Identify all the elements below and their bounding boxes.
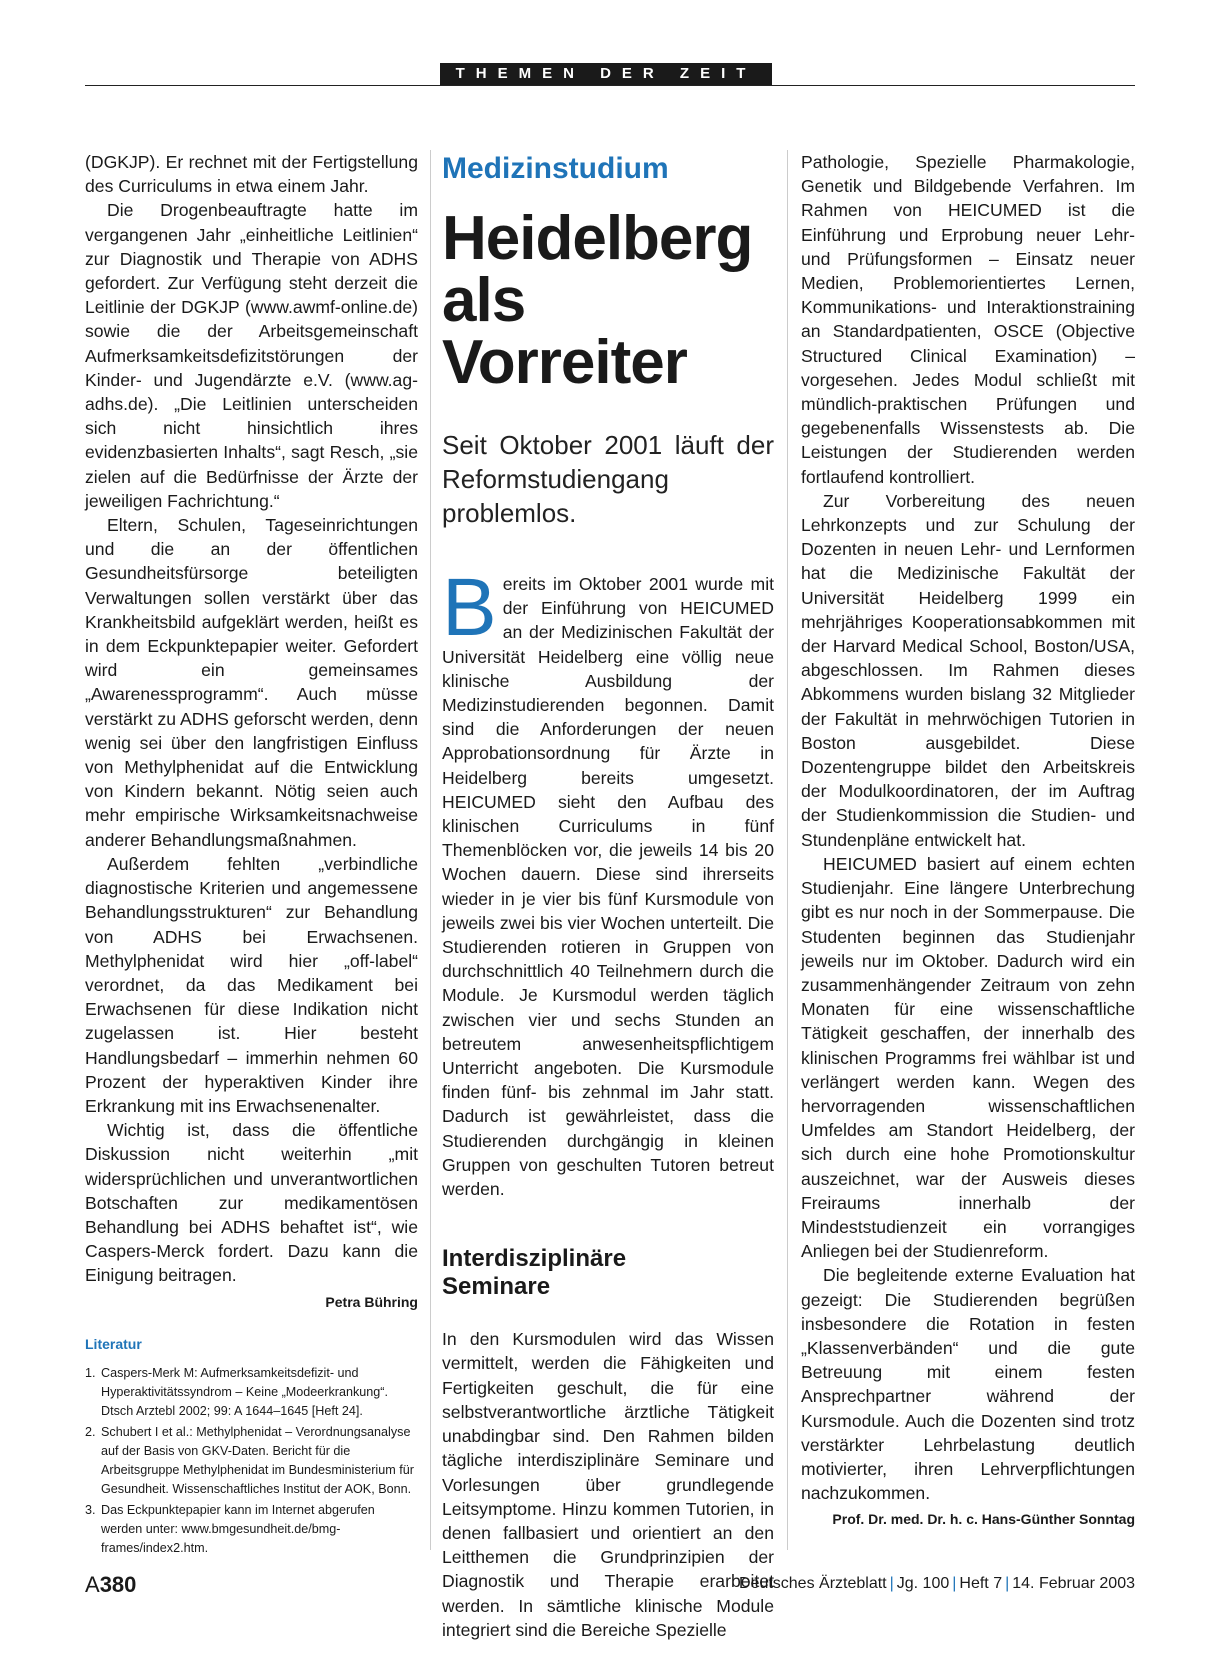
lead-paragraph bbox=[442, 562, 774, 1201]
author-byline: Prof. Dr. med. Dr. h. c. Hans-Günther Sonntag bbox=[832, 1511, 1135, 1528]
paragraph: Pathologie, Spezielle Pharmakologie, Genetik und Bildgebende Verfahren. Im Rahmen von HEICUMED ist die Einführung und Erprobung neuer Lehr- und Prüfungsformen – Einsatz neuer Medien, Problemorientiertes Lernen, Kommunikations- und Interaktionstraining an Standardpatienten, OSCE (Objective Structured Clinical Examination) – vorgesehen. Jedes Modul schließt mit mündlich-praktischen Prüfungen und gegebenenfalls Wissenstests ab. Die Leistungen der Studierenden werden fortlaufend kontrolliert. bbox=[801, 152, 1135, 487]
paragraph: Wichtig ist, dass die öffentliche Diskussion nicht weiterhin „mit widersprüchlichen und unverantwortlichen Botschaften zur medikamentösen Behandlung bei ADHS behaftet ist“, wie Caspers-Merck fordert. Dazu kann die Einigung beitragen. bbox=[85, 1120, 418, 1286]
page-number-value: 380 bbox=[99, 1572, 137, 1597]
literature-item bbox=[85, 1501, 418, 1558]
column-divider bbox=[787, 150, 788, 1550]
separator: | bbox=[952, 1575, 957, 1592]
header-rule bbox=[85, 85, 1135, 86]
drop-cap: B bbox=[442, 562, 497, 653]
paragraph: Eltern, Schulen, Tageseinrichtungen und die an der öffentlichen Gesundheitsfürsorge beteiligten Verwaltungen sollen verstärkt über das Krankheitsbild aufgeklärt werden, heißt es in dem Eckpunktepapier weiter. Gefordert wird ein gemeinsames „Awarenessprogramm“. Auch müsse verstärkt zu ADHS geforscht werden, denn wenig sei über den langfristigen Einfluss von Methylphenidat auf die Entwicklung von Kindern bekannt. Nötig seien auch mehr empirische Wirksamkeitsnachweise anderer Behandlungsmaßnahmen. bbox=[85, 515, 418, 850]
section-rubric: THEMEN DER ZEIT bbox=[440, 63, 772, 85]
subheading-line-2: Seminare bbox=[442, 1273, 551, 1301]
paragraph: HEICUMED basiert auf einem echten Studienjahr. Eine längere Unterbrechung gibt es nur noch in der Sommerpause. Die Studenten beginnen das Studienjahr jeweils nur im Oktober. Dadurch wird ein zusammenhängender Zeitraum von zehn Monaten für eine wissenschaftliche Tätigkeit geschaffen, der innerhalb des klinischen Programms frei wählbar ist und verlängert werden kann. Wegen des hervorragenden wissenschaftlichen Umfeldes am Standort Heidelberg, der sich durch eine hohe Promotionskultur auszeichnet, war der Ausweis dieses Freiraums innerhalb der Mindeststudienzeit ein vorrangiges Anliegen bei der Studienreform. bbox=[801, 853, 1135, 1262]
author-byline: Petra Bühring bbox=[325, 1293, 418, 1310]
separator: | bbox=[889, 1575, 894, 1592]
paragraph: (DGKJP). Er rechnet mit der Fertigstellung des Curriculums in etwa einem Jahr. bbox=[85, 152, 418, 197]
paragraph: Außerdem fehlten „verbindliche diagnostische Kriterien und angemessene Behandlungsstrukturen“ zur Behandlung von ADHS bei Erwachsenen. Methylphenidat wird hier „off-label“ verordnet, da das Medikament bei Erwachsenen für diese Indikation nicht zugelassen ist. Hier besteht Handlungsbedarf – immerhin nehmen 60 Prozent der hyperaktiven Kinder ihre Erkrankung mit ins Erwachsenenalter. bbox=[85, 853, 418, 1116]
article-headline bbox=[442, 204, 774, 397]
journal-issue: Heft 7 bbox=[959, 1575, 1003, 1592]
page-number bbox=[85, 1572, 136, 1598]
headline-line-1: Heidelberg bbox=[442, 204, 753, 273]
paragraph: In den Kursmodulen wird das Wissen vermittelt, werden die Fähigkeiten und Fertigkeiten geschult, die für eine selbstverantwortliche ärztliche Tätigkeit unabdingbar sind. Den Rahmen bilden tägliche interdisziplinäre Seminare und Vorlesungen über grundlegende Leitsymptome. Hinzu kommen Tutorien, in denen fallbasiert und orientiert an den Leitthemen die Grundprinzipien der Diagnostik und Therapie erarbeitet werden. In sämtliche klinische Module integriert sind die Bereiche Spezielle bbox=[442, 1329, 774, 1640]
subheading bbox=[442, 1245, 774, 1301]
separator: | bbox=[1005, 1575, 1010, 1592]
literature-number: 3. bbox=[85, 1502, 96, 1517]
literature-text: Schubert I et al.: Methylphenidat – Verordnungsanalyse auf der Basis von GKV-Daten. Bericht für die Arbeitsgruppe Methylphenidat im Bundesministerium für Gesundheit. Wissenschaftliches Institut der AOK, Bonn. bbox=[101, 1424, 414, 1496]
literature-text: Das Eckpunktepapier kann im Internet abgerufen werden unter: www.bmgesundheit.de/bmg-frames/index2.htm. bbox=[101, 1502, 375, 1555]
journal-date: 14. Februar 2003 bbox=[1012, 1575, 1135, 1592]
literature-item bbox=[85, 1364, 418, 1421]
paragraph: Zur Vorbereitung des neuen Lehrkonzepts und zur Schulung der Dozenten in neuen Lehr- und Lernformen hat die Medizinische Fakultät der Universität Heidelberg 1999 ein mehrjähriges Kooperationsabkommen mit der Harvard Medical School, Boston/USA, abgeschlossen. Im Rahmen dieses Abkommens wurden bislang 32 Mitglieder der Fakultät in mehrwöchigen Tutorien in Boston ausgebildet. Diese Dozentengruppe bildet den Arbeitskreis der Modulkoordinatoren, der im Auftrag der Studienkommission die Studien- und Stundenpläne entwickelt hat. bbox=[801, 490, 1135, 850]
lead-text: ereits im Oktober 2001 wurde mit der Einführung von HEICUMED an der Medizinischen Fakultät der Universität Heidelberg eine völlig neue klinische Ausbildung der Medizinstudierenden begonnen. Damit sind die Anforderungen der neuen Approbationsordnung für Ärzte in Heidelberg bereits umgesetzt. HEICUMED sieht den Aufbau des klinischen Curriculums in fünf Themenblöcken vor, die jeweils 14 bis 20 Wochen dauern. Diese sind ihrerseits wieder in je vier bis fünf Kursmodule von jeweils zwei bis vier Wochen unterteilt. Die Studierenden rotieren in Gruppen von durchschnittlich 40 Teilnehmern durch die Module. Je Kursmodul werden täglich zwischen vier und sechs Stunden an betreutem anwesenheitspflichtigem Unterricht angeboten. Die Kursmodule finden fünf- bis zehnmal im Jahr statt. Dadurch ist gewährleistet, dass die Studierenden durchgängig in kleinen Gruppen von geschulten Tutoren betreut werden. bbox=[442, 574, 774, 1200]
literature-item bbox=[85, 1423, 418, 1499]
page-prefix: A bbox=[85, 1572, 100, 1597]
headline-line-2: als Vorreiter bbox=[442, 266, 687, 397]
paragraph: Die Drogenbeauftragte hatte im vergangenen Jahr „einheitliche Leitlinien“ zur Diagnostik und Therapie von ADHS gefordert. Zur Verfügung steht derzeit die Leitlinie der DGKJP (www.awmf-online.de) sowie die der Arbeitsgemeinschaft Aufmerksamkeitsdefizitstörungen der Kinder- und Jugendärzte e.V. (www.ag-adhs.de). „Die Leitlinien unterscheiden sich nicht hinsichtlich ihres evidenzbasierten Inhalts“, sagt Resch, „sie zielen auf die Bedürfnisse der Ärzte der jeweiligen Fachrichtung.“ bbox=[85, 200, 418, 511]
literature-number: 1. bbox=[85, 1365, 96, 1380]
column-2 bbox=[442, 150, 774, 1642]
column-divider bbox=[430, 150, 431, 1550]
literature-text: Caspers-Merk M: Aufmerksamkeitsdefizit- und Hyperaktivitätssyndrom – Keine „Modeerkrankung“. Dtsch Arztebl 2002; 99: A 1644–1645 [Heft 24]. bbox=[101, 1365, 388, 1418]
article-deck: Seit Oktober 2001 läuft der Reformstudiengang problemlos. bbox=[442, 430, 774, 528]
article-kicker: Medizinstudium bbox=[442, 152, 669, 185]
journal-info bbox=[739, 1575, 1135, 1593]
paragraph: Die begleitende externe Evaluation hat gezeigt: Die Studierenden begrüßen insbesondere die Rotation in festen „Klassenverbänden“ und die gute Betreuung mit einem festen Ansprechpartner während der Kursmodule. Auch die Dozenten sind trotz verstärkter Lehrbelastung deutlich motivierter, ihren Lehrverpflichtungen nachzukommen. bbox=[801, 1265, 1135, 1504]
journal-name: Deutsches Ärzteblatt bbox=[738, 1575, 887, 1592]
column-1 bbox=[85, 150, 418, 1560]
literature-number: 2. bbox=[85, 1424, 96, 1439]
subheading-line-1: Interdisziplinäre bbox=[442, 1245, 627, 1273]
journal-volume: Jg. 100 bbox=[896, 1575, 950, 1592]
literature-heading: Literatur bbox=[85, 1335, 142, 1352]
column-3 bbox=[801, 150, 1135, 1529]
